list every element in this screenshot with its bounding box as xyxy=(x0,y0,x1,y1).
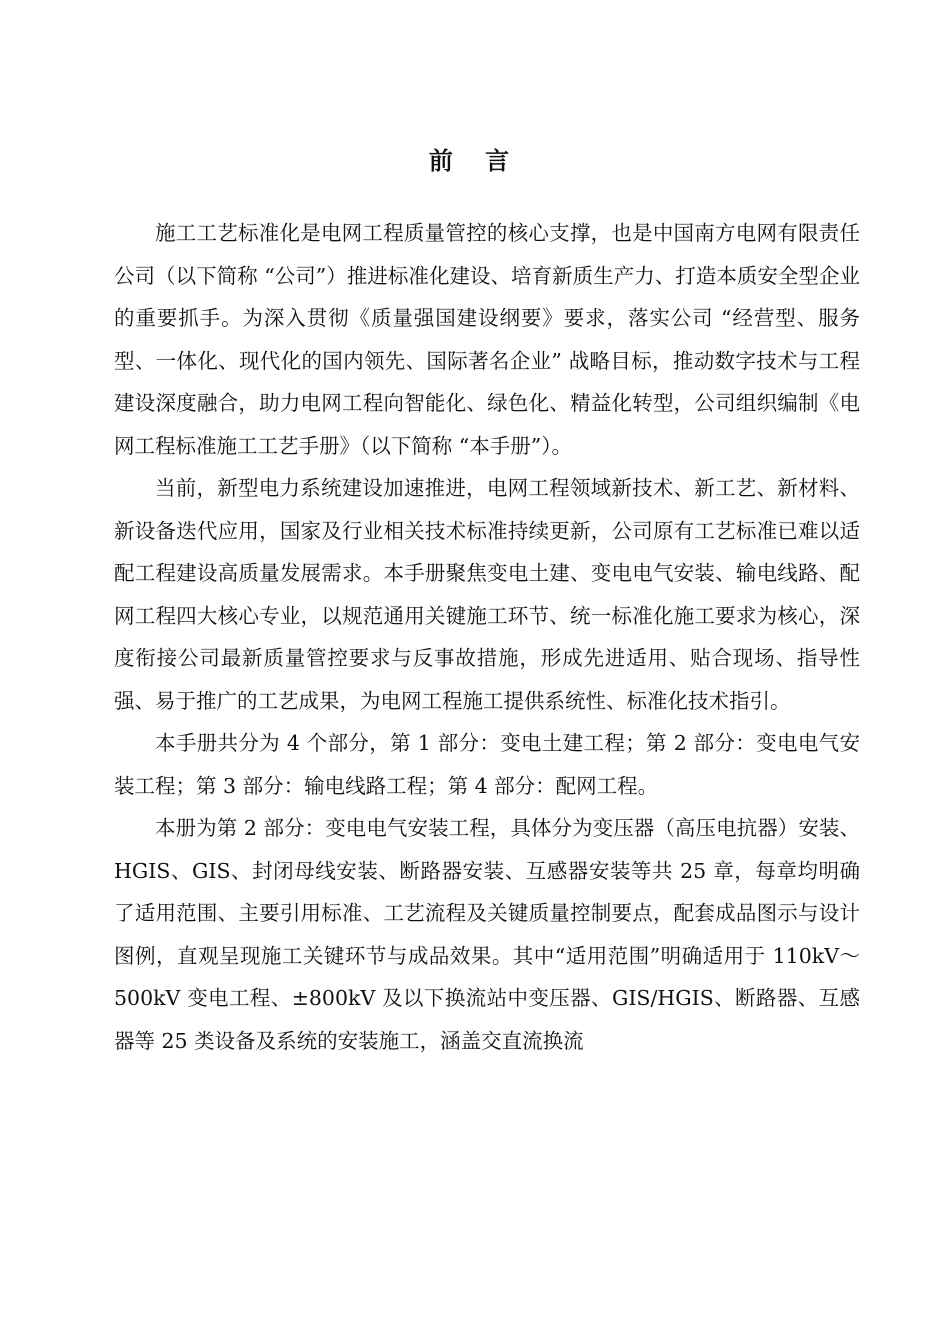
page-title: 前 言 xyxy=(428,147,522,175)
paragraph: 施工工艺标准化是电网工程质量管控的核心支撑，也是中国南方电网有限责任公司（以下简称 “公司”）推进标准化建设、培育新质生产力、打造本质安全型企业的重要抓手。为深入贯彻《质量强国建设纲要》要求，落实公司 “经营型、服务型、一体化、现代化的国内领先、国际著名企业” 战略目标，推动数字技术与工程建设深度融合，助力电网工程向智能化、绿色化、精益化转型，公司组织编制《电网工程标准施工工艺手册》（以下简称 “本手册”）。 xyxy=(114,221,860,458)
paragraph: 本册为第 2 部分：变电电气安装工程，具体分为变压器（高压电抗器）安装、HGIS、GIS、封闭母线安装、断路器安装、互感器安装等共 25 章，每章均明确了适用范围、主要引用标准、工艺流程及关键质量控制要点，配套成品图示与设计图例，直观呈现施工关键环节与成品效果。其中“适用范围”明确适用于 110kV～500kV 变电工程、±800kV 及以下换流站中变压器、GIS/HGIS、断路器、互感器等 25 类设备及系统的安装施工，涵盖交直流换流 xyxy=(114,816,860,1053)
paragraph: 本手册共分为 4 个部分，第 1 部分：变电土建工程；第 2 部分：变电电气安装工程；第 3 部分：输电线路工程；第 4 部分：配网工程。 xyxy=(114,731,860,798)
paragraph: 当前，新型电力系统建设加速推进，电网工程领域新技术、新工艺、新材料、新设备迭代应用，国家及行业相关技术标准持续更新，公司原有工艺标准已难以适配工程建设高质量发展需求。本手册聚焦变电土建、变电电气安装、输电线路、配网工程四大核心专业，以规范通用关键施工环节、统一标准化施工要求为核心，深度衔接公司最新质量管控要求与反事故措施，形成先进适用、贴合现场、指导性强、易于推广的工艺成果，为电网工程施工提供系统性、标准化技术指引。 xyxy=(114,476,860,713)
document-body xyxy=(114,212,860,1062)
